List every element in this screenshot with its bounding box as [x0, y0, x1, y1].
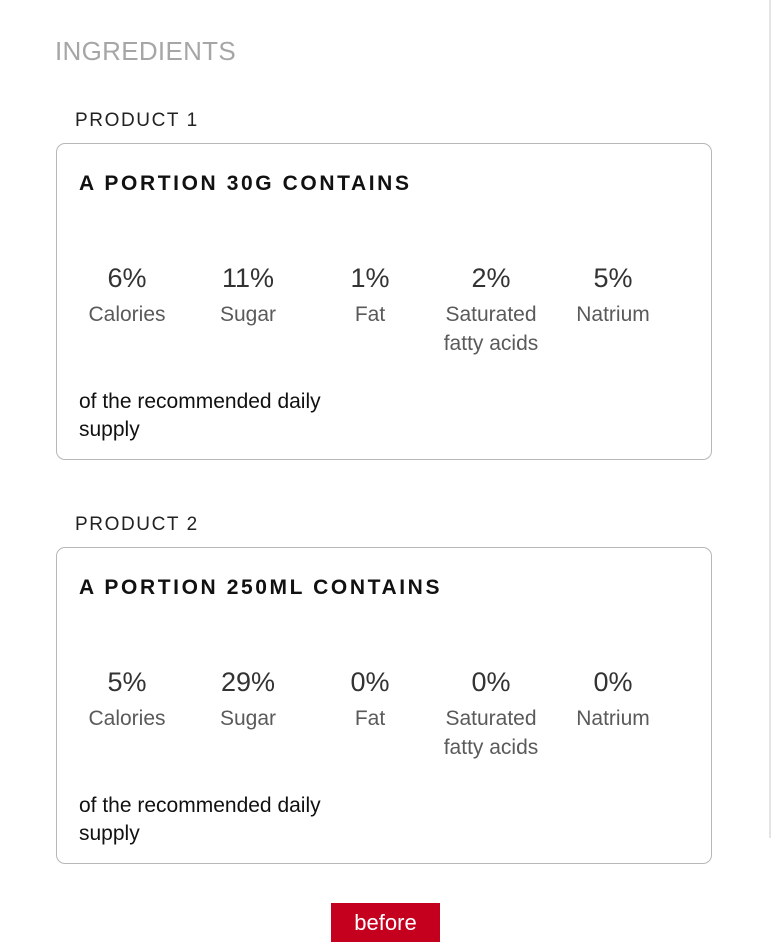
product-1-label: PRODUCT 1	[75, 110, 199, 131]
nutrient-label: Saturated fatty acids	[443, 303, 539, 355]
nutrient-value: 0%	[471, 667, 511, 697]
nutrient-value: 6%	[107, 263, 147, 293]
portion-heading: A PORTION 30G CONTAINS	[79, 172, 412, 195]
nutrient-natrium	[558, 262, 668, 329]
nutrient-label: Fat	[354, 303, 386, 326]
daily-supply-footnote: of the recommended daily supply	[79, 794, 321, 845]
nutrient-value: 29%	[220, 667, 276, 697]
portion-heading: A PORTION 250ML CONTAINS	[79, 576, 443, 599]
nutrient-value: 5%	[593, 263, 633, 293]
nutrient-saturated-fatty-acids	[436, 262, 546, 358]
nutrient-label: Fat	[354, 707, 386, 730]
page-title: INGREDIENTS	[55, 36, 236, 66]
nutrient-label: Saturated fatty acids	[443, 707, 539, 759]
nutrient-sugar	[193, 262, 303, 329]
nutrient-value: 0%	[350, 667, 390, 697]
nutrient-label: Sugar	[219, 707, 277, 730]
nutrient-fat	[315, 262, 425, 329]
nutrient-natrium	[558, 666, 668, 733]
nutrient-fat	[315, 666, 425, 733]
nutrient-label: Natrium	[576, 303, 650, 326]
nutrient-label: Natrium	[576, 707, 650, 730]
daily-supply-footnote: of the recommended daily supply	[79, 390, 321, 441]
nutrient-value: 1%	[350, 263, 390, 293]
before-button[interactable]: before	[331, 903, 440, 942]
nutrient-sugar	[193, 666, 303, 733]
nutrient-calories	[72, 262, 182, 329]
product-1-card	[56, 143, 712, 460]
product-2-card	[56, 547, 712, 864]
nutrient-label: Calories	[88, 707, 166, 730]
nutrient-value: 2%	[471, 263, 511, 293]
nutrient-value: 11%	[221, 263, 275, 293]
nutrient-saturated-fatty-acids	[436, 666, 546, 762]
right-edge-divider	[769, 0, 771, 838]
nutrient-label: Calories	[88, 303, 166, 326]
nutrient-calories	[72, 666, 182, 733]
nutrient-value: 5%	[107, 667, 147, 697]
nutrient-value: 0%	[593, 667, 633, 697]
product-2-label: PRODUCT 2	[75, 514, 199, 535]
nutrient-label: Sugar	[219, 303, 277, 326]
